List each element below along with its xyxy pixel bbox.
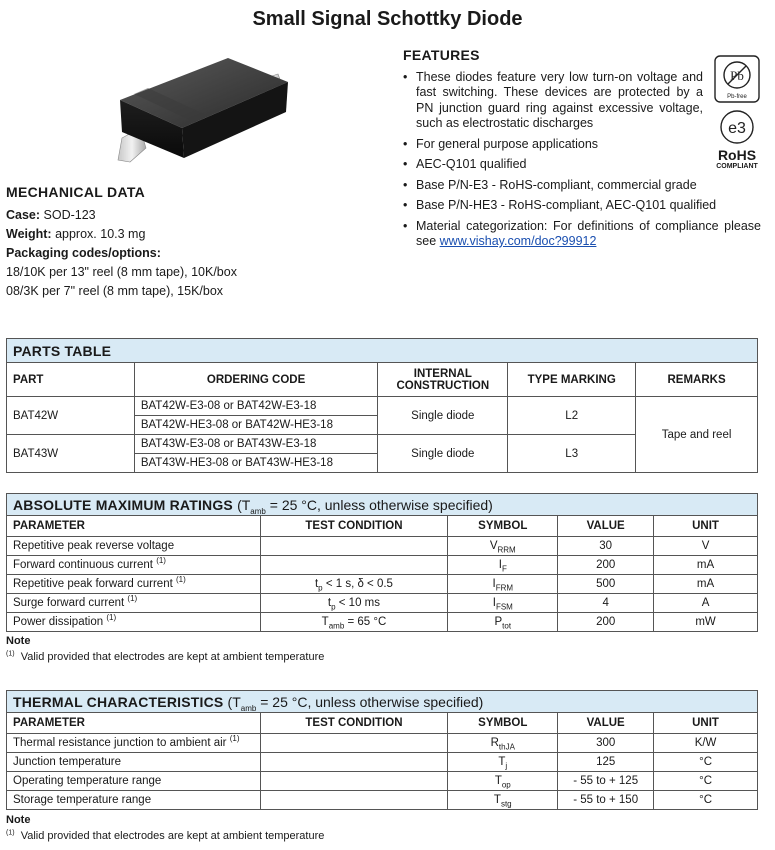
parts-table-title: PARTS TABLE (7, 339, 758, 363)
column-header: PARAMETER (7, 713, 261, 734)
note-heading: Note (6, 814, 31, 826)
table-row (7, 734, 758, 753)
mechanical-data-section (6, 183, 366, 301)
column-header: PARAMETER (7, 516, 261, 537)
rohs-compliant-label: COMPLIANT (716, 163, 758, 170)
part-cell: BAT42W (7, 397, 135, 435)
unit-cell: A (654, 594, 758, 613)
compliance-badges (712, 54, 762, 149)
thermal-header (7, 713, 758, 734)
case-line (6, 206, 366, 225)
table-row (7, 556, 758, 575)
test-condition-cell (260, 537, 448, 556)
column-header: UNIT (654, 516, 758, 537)
column-header: PART (7, 363, 135, 397)
feature-item: • Base P/N-E3 - RoHS-compliant, commercial grade (403, 178, 761, 194)
column-header: SYMBOL (448, 713, 558, 734)
value-cell: 200 (558, 556, 654, 575)
case-value: SOD-123 (43, 208, 96, 222)
parameter-cell: Power dissipation $^{(1)}$ (7, 613, 261, 632)
note-text: Valid provided that electrodes are kept at ambient temperature (20, 651, 325, 663)
e3-icon (721, 111, 753, 143)
weight-value: approx. 10.3 mg (55, 227, 146, 241)
test-condition-cell (260, 791, 448, 810)
column-header: REMARKS (636, 363, 758, 397)
column-header: INTERNAL CONSTRUCTION (378, 363, 508, 397)
unit-cell: °C (654, 791, 758, 810)
symbol-cell: $V_{RRM}$ (448, 537, 558, 556)
ordering-code-cell: BAT43W-E3-08 or BAT43W-E3-18 (134, 435, 378, 454)
table-row (7, 753, 758, 772)
table-row (7, 575, 758, 594)
packaging-option-2: 08/3K per 7" reel (8 mm tape), 15K/box (6, 284, 224, 298)
value-cell: 200 (558, 613, 654, 632)
marking-cell: L3 (508, 435, 636, 473)
column-header: TEST CONDITION (260, 516, 448, 537)
test-condition-cell (260, 556, 448, 575)
amr-note (6, 633, 324, 665)
mechanical-data-heading: MECHANICAL DATA (6, 184, 146, 200)
case-label: Case: (6, 208, 41, 222)
feature-item: • Base P/N-HE3 - RoHS-compliant, AEC-Q101 qualified (403, 198, 761, 214)
symbol-cell: $T_{stg}$ (448, 791, 558, 810)
remarks-cell: Tape and reel (636, 397, 758, 473)
unit-cell: mA (654, 556, 758, 575)
unit-cell: mA (654, 575, 758, 594)
unit-cell: V (654, 537, 758, 556)
parts-table-header (7, 363, 758, 397)
thermal-note (6, 812, 324, 844)
test-condition-cell: $T_{amb} = 65$ °C (260, 613, 448, 632)
symbol-cell: $I_{FRM}$ (448, 575, 558, 594)
construction-cell: Single diode (378, 435, 508, 473)
value-cell: 500 (558, 575, 654, 594)
test-condition-cell (260, 734, 448, 753)
parameter-cell: Repetitive peak reverse voltage (7, 537, 261, 556)
marking-cell: L2 (508, 397, 636, 435)
symbol-cell: $T_{op}$ (448, 772, 558, 791)
value-cell: - 55 to + 150 (558, 791, 654, 810)
table-row (7, 537, 758, 556)
ordering-code-cell: BAT43W-HE3-08 or BAT43W-HE3-18 (134, 454, 378, 473)
parameter-cell: Forward continuous current $^{(1)}$ (7, 556, 261, 575)
symbol-cell: $P_{tot}$ (448, 613, 558, 632)
column-header: TEST CONDITION (260, 713, 448, 734)
feature-item: • For general purpose applications (403, 137, 703, 153)
feature-item: • AEC-Q101 qualified (403, 157, 703, 173)
parameter-cell: Junction temperature (7, 753, 261, 772)
parameter-cell: Surge forward current $^{(1)}$ (7, 594, 261, 613)
amr-header (7, 516, 758, 537)
unit-cell: °C (654, 772, 758, 791)
ordering-code-cell: BAT42W-E3-08 or BAT42W-E3-18 (134, 397, 378, 416)
column-header: TYPE MARKING (508, 363, 636, 397)
column-header: SYMBOL (448, 516, 558, 537)
symbol-cell: $I_{FSM}$ (448, 594, 558, 613)
parameter-cell: Repetitive peak forward current $^{(1)}$ (7, 575, 261, 594)
thermal-title-row (7, 691, 758, 713)
note-marker: (1) (6, 829, 15, 837)
rohs-badge (704, 148, 770, 170)
page-title: Small Signal Schottky Diode (252, 8, 523, 30)
compliance-link[interactable]: www.vishay.com/doc?99912 (439, 234, 597, 248)
thermal-table-title: THERMAL CHARACTERISTICS (13, 693, 224, 710)
table-row (7, 613, 758, 632)
amr-table-title: ABSOLUTE MAXIMUM RATINGS (13, 496, 233, 513)
thermal-characteristics-table (6, 690, 758, 810)
note-text: Valid provided that electrodes are kept at ambient temperature (20, 830, 325, 842)
rohs-label: RoHS (717, 147, 757, 163)
column-header: VALUE (558, 713, 654, 734)
amr-title-row (7, 494, 758, 516)
symbol-cell: $T_j$ (448, 753, 558, 772)
table-row (7, 772, 758, 791)
thermal-condition: ($T_{amb} = 25$ °C, unless otherwise specified) (227, 693, 484, 713)
note-heading: Note (6, 635, 31, 647)
sod123-package-image (100, 40, 300, 185)
feature-item: • These diodes feature very low turn-on voltage and fast switching. These devices are protected by a PN junction guard ring against excessive voltage, such as electrostatic discharges (403, 70, 703, 132)
svg-text:e3: e3 (728, 120, 746, 137)
column-header: ORDERING CODE (134, 363, 378, 397)
weight-label: Weight: (6, 227, 52, 241)
test-condition-cell (260, 772, 448, 791)
symbol-cell: $I_F$ (448, 556, 558, 575)
value-cell: 30 (558, 537, 654, 556)
table-row (7, 791, 758, 810)
construction-cell: Single diode (378, 397, 508, 435)
note-marker: (1) (6, 650, 15, 658)
test-condition-cell: $t_p < 1$ s, δ < 0.5 (260, 575, 448, 594)
ordering-code-cell: BAT42W-HE3-08 or BAT42W-HE3-18 (134, 416, 378, 435)
test-condition-cell: $t_p < 10$ ms (260, 594, 448, 613)
features-heading: FEATURES (403, 47, 480, 63)
unit-cell: K/W (654, 734, 758, 753)
symbol-cell: $R_{thJA}$ (448, 734, 558, 753)
weight-line (6, 225, 366, 244)
packaging-option-1: 18/10K per 13" reel (8 mm tape), 10K/box (6, 265, 237, 279)
test-condition-cell (260, 753, 448, 772)
svg-text:Pb: Pb (730, 68, 744, 83)
parts-table (6, 338, 758, 473)
absolute-maximum-ratings-table (6, 493, 758, 632)
unit-cell: mW (654, 613, 758, 632)
parameter-cell: Storage temperature range (7, 791, 261, 810)
svg-text:Pb-free: Pb-free (727, 94, 747, 100)
value-cell: 125 (558, 753, 654, 772)
value-cell: 300 (558, 734, 654, 753)
column-header: UNIT (654, 713, 758, 734)
unit-cell: °C (654, 753, 758, 772)
value-cell: 4 (558, 594, 654, 613)
table-row (7, 397, 758, 416)
column-header: VALUE (558, 516, 654, 537)
amr-condition: ($T_{amb} = 25$ °C, unless otherwise specified) (237, 496, 493, 516)
feature-item: • Material categorization: For definitions of compliance please see www.vishay.com/doc?99912 (403, 219, 761, 250)
table-row (7, 594, 758, 613)
packaging-label: Packaging codes/options: (6, 246, 161, 260)
part-cell: BAT43W (7, 435, 135, 473)
parameter-cell: Operating temperature range (7, 772, 261, 791)
parts-table-title-row (7, 339, 758, 363)
parameter-cell: Thermal resistance junction to ambient air $^{(1)}$ (7, 734, 261, 753)
value-cell: - 55 to + 125 (558, 772, 654, 791)
pb-free-icon (715, 56, 759, 102)
